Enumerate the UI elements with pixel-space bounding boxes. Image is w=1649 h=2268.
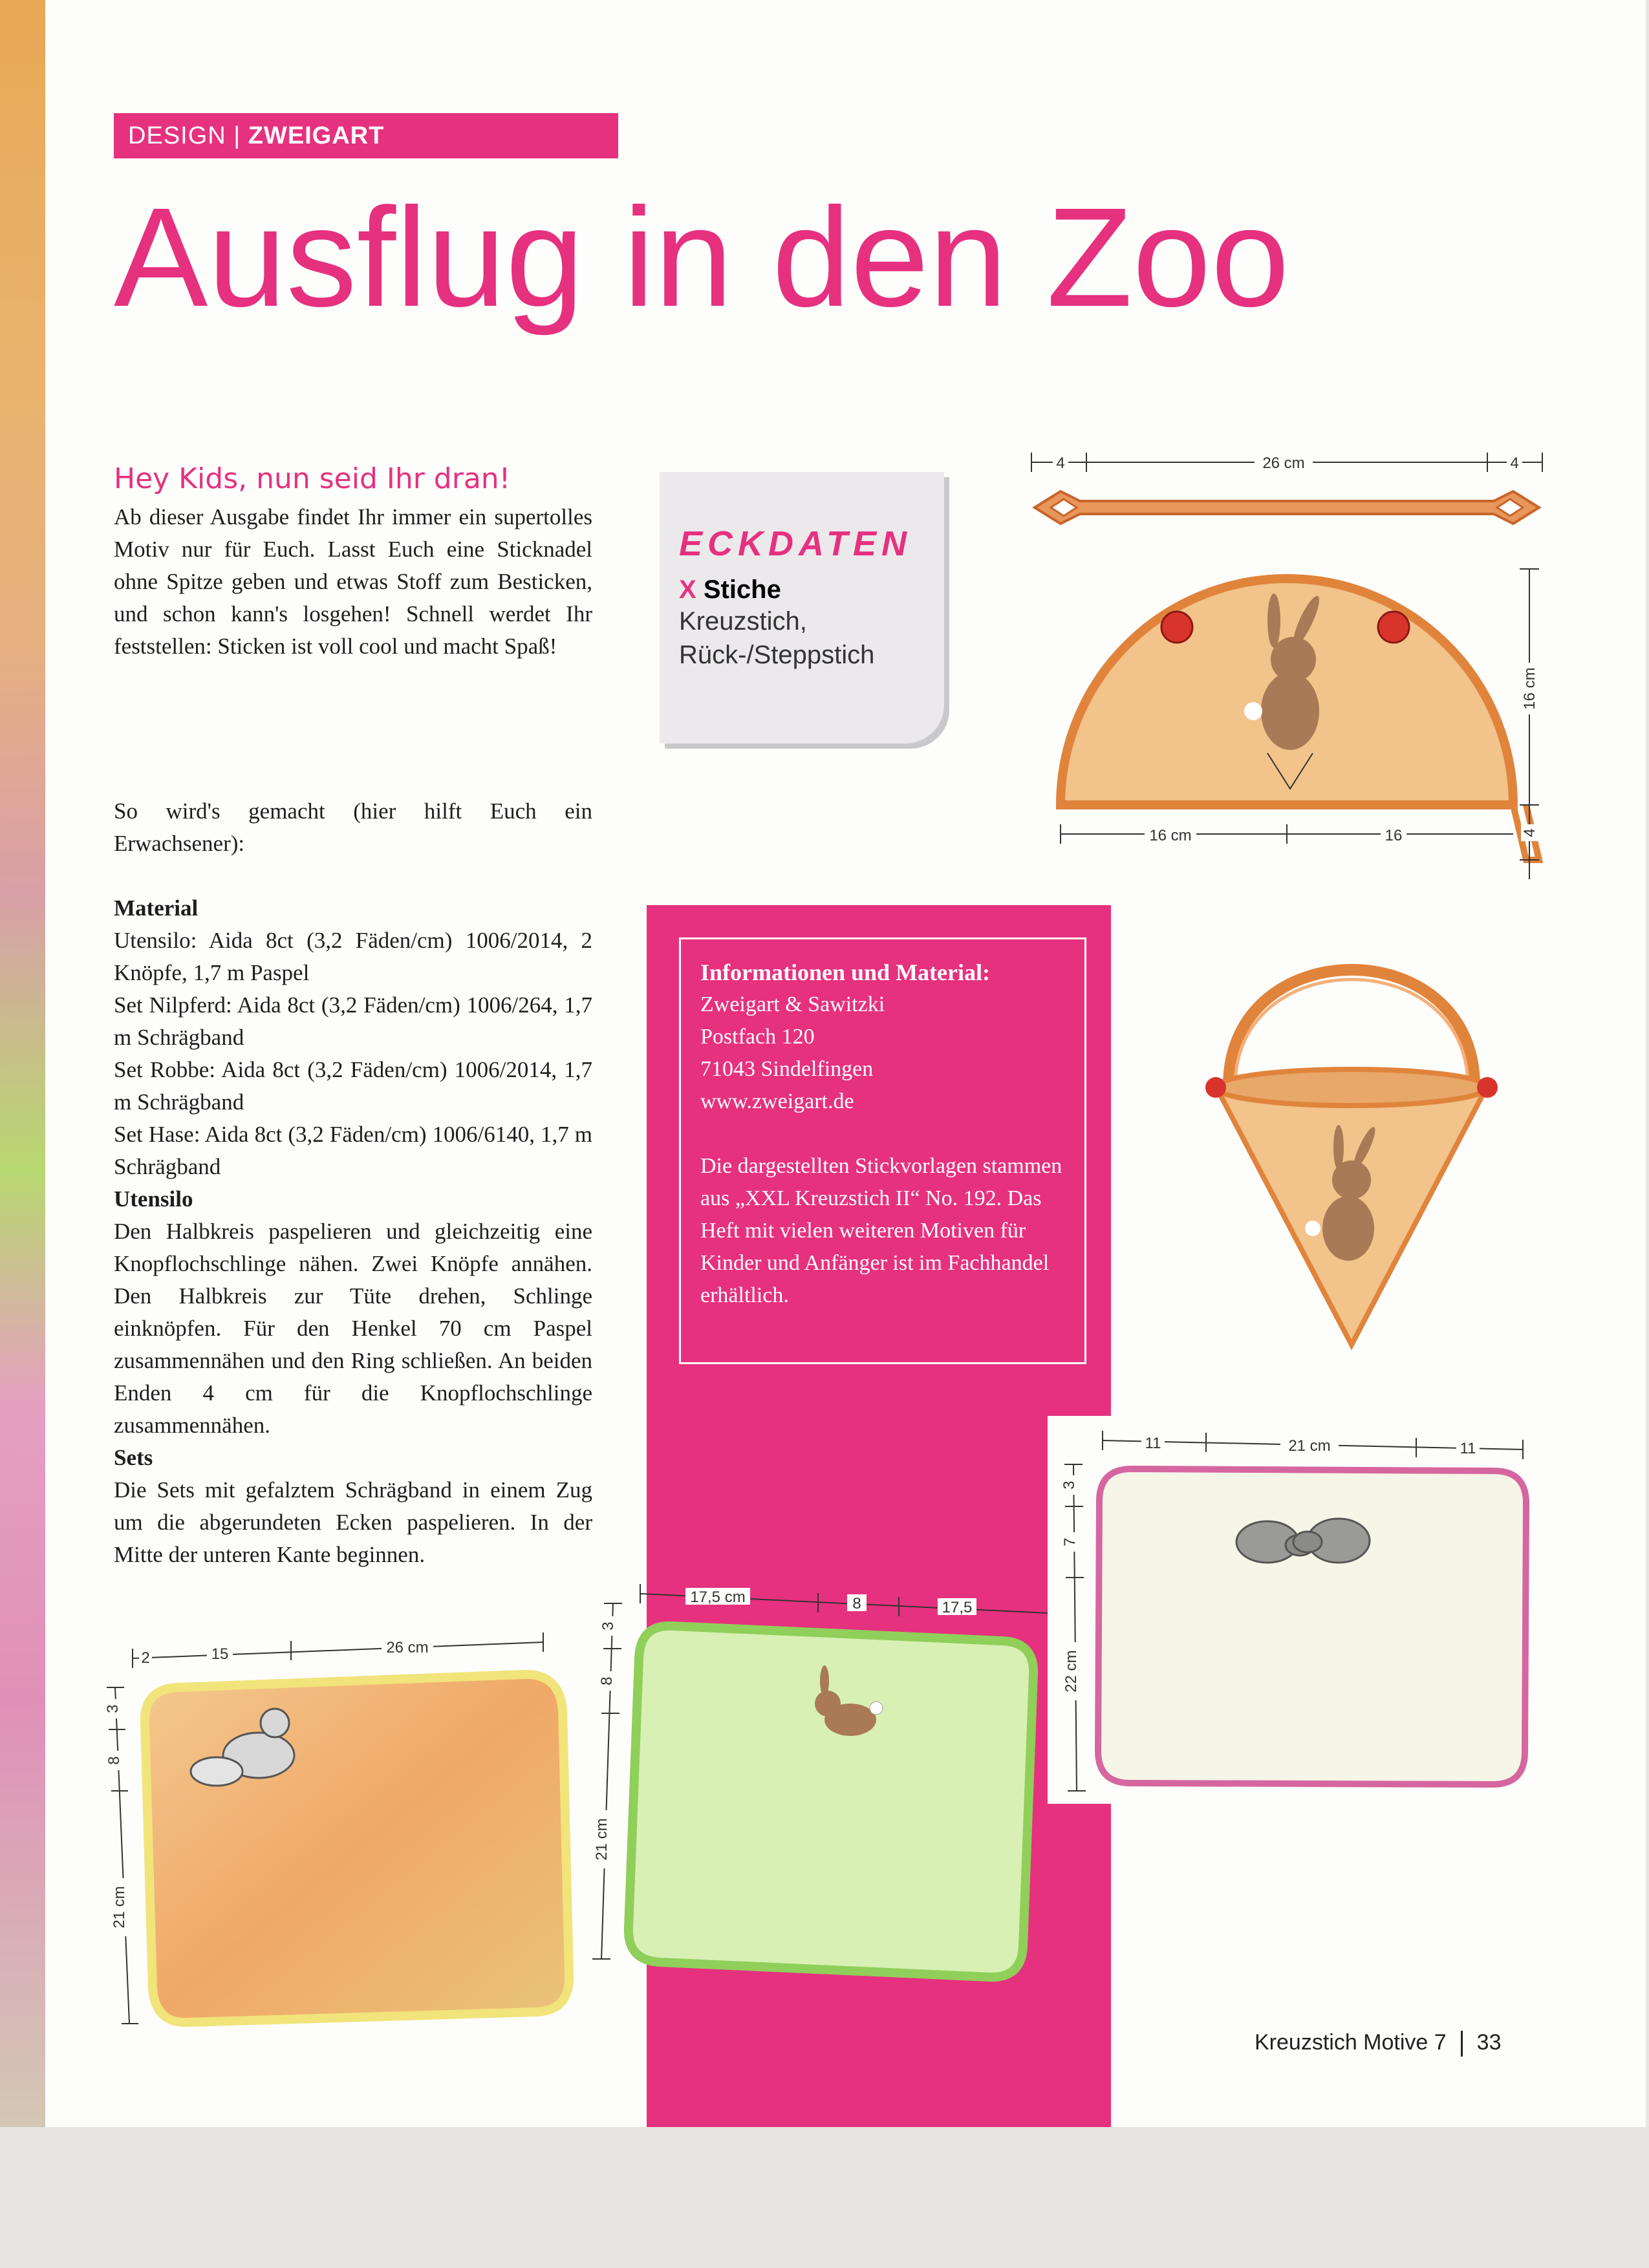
howto-block: [114, 795, 592, 860]
bag-button-right-icon: [1477, 1077, 1498, 1098]
stitch-type-1: Kreuzstich,: [679, 607, 807, 636]
dim-semi-right: 16: [1385, 827, 1403, 844]
info-website: www.zweigart.de: [700, 1089, 854, 1113]
dim-hase-a: 17,5 cm: [690, 1589, 746, 1606]
material-heading: Material: [114, 895, 199, 921]
dim-hase-f: 21 cm: [593, 1818, 610, 1861]
robbe-placemat: [145, 1674, 569, 2022]
dim-robbe-c: 26 cm: [386, 1639, 429, 1656]
info-company: Zweigart & Sawitzki: [700, 992, 885, 1016]
eckdaten-box: [660, 472, 944, 744]
brand-label: ZWEIGART: [248, 122, 385, 149]
dim-hase-c: 17,5: [942, 1599, 973, 1616]
dim-robbe-b: 15: [211, 1645, 229, 1663]
dim-robbe-f: 21 cm: [111, 1886, 128, 1929]
dim-nil-d: 3: [1061, 1481, 1078, 1490]
dim-nil-e: 7: [1061, 1537, 1079, 1546]
dim-handle-left: 4: [1056, 455, 1065, 472]
section-label: DESIGN: [128, 122, 226, 149]
material-robbe: Set Robbe: Aida 8ct (3,2 Fäden/cm) 1006/2014, 1,7 m Schrägband: [114, 1057, 592, 1115]
dim-handle-mid: 26 cm: [1262, 455, 1305, 472]
info-box: [679, 937, 1086, 1364]
eckdaten-heading: ECKDATEN: [679, 524, 912, 563]
intro-text-block: [114, 501, 592, 663]
utensilo-heading: Utensilo: [114, 1186, 193, 1212]
dim-nil-a: 11: [1145, 1435, 1161, 1452]
dim-hase-b: 8: [852, 1595, 861, 1612]
stiche-label: Stiche: [703, 575, 781, 604]
dim-robbe-e: 8: [105, 1756, 123, 1765]
dim-robbe-a: 2: [141, 1649, 150, 1667]
dim-semi-left: 16 cm: [1149, 827, 1192, 844]
dim-hase-d: 3: [599, 1621, 617, 1631]
button-left-icon: [1161, 612, 1192, 643]
page-edge-decoration: [0, 0, 45, 2127]
header-separator: |: [233, 122, 241, 149]
nilpferd-placemat-diagram: [1048, 1416, 1539, 1830]
scan-margin: [0, 2127, 1649, 2268]
handle-shape: [1035, 491, 1539, 524]
nilpferd-placemat: [1098, 1469, 1526, 1784]
material-nilpferd: Set Nilpferd: Aida 8ct (3,2 Fäden/cm) 1006/264, 1,7 m Schrägband: [114, 992, 592, 1050]
section-header: [114, 113, 618, 158]
bag-button-left-icon: [1205, 1077, 1226, 1098]
button-right-icon: [1378, 612, 1409, 643]
dim-nil-c: 11: [1460, 1440, 1476, 1457]
semicircle-diagram: [1035, 556, 1565, 879]
handle-diagram: [1022, 440, 1552, 569]
sets-heading: Sets: [114, 1445, 153, 1470]
dim-semi-height: 16 cm: [1521, 667, 1538, 710]
utensilo-text: Den Halbkreis paspelieren und gleichzeitig eine Knopflochschlinge nähen. Zwei Knöpfe annähen. Den Halbkreis zur Tüte drehen, Schlinge einknöpfen. Für den Henkel 70 cm Paspel zusammennähen und den Ring schließen. An beiden Enden 4 cm für die Knopflochschlinge zusammennähen.: [114, 1219, 592, 1438]
intro-heading: Hey Kids, nun seid Ihr dran!: [114, 462, 511, 495]
cone-bag-illustration: [1190, 918, 1513, 1371]
dim-nil-b: 21 cm: [1288, 1437, 1331, 1455]
hase-placemat-diagram: [588, 1565, 1054, 2004]
instructions-block: [114, 892, 592, 1571]
material-hase: Set Hase: Aida 8ct (3,2 Fäden/cm) 1006/6140, 1,7 m Schrägband: [114, 1122, 592, 1179]
dim-handle-right: 4: [1510, 455, 1519, 472]
dim-robbe-d: 3: [104, 1704, 122, 1713]
info-text: Die dargestellten Stickvorlagen stammen aus „XXL Kreuzstich II“ No. 192. Das Heft mit vielen weiteren Motiven für Kinder und Anfänger ist im Fachhandel erhältlich.: [700, 1154, 1062, 1307]
dim-semi-loop: 4: [1521, 828, 1538, 837]
sets-text: Die Sets mit gefalztem Schrägband in einem Zug um die abgerundeten Ecken paspelieren. In der Mitte der unteren Kante beginnen.: [114, 1477, 592, 1567]
info-city: 71043 Sindelfingen: [700, 1057, 874, 1081]
page-footer: [1255, 2030, 1502, 2057]
stiche-marker: X: [679, 575, 696, 604]
page-title: Ausflug in den Zoo: [114, 179, 1289, 336]
howto-text: So wird's gemacht (hier hilft Euch ein Erwachsener):: [114, 798, 592, 856]
dim-nil-f: 22 cm: [1062, 1650, 1080, 1693]
footer-separator: [1461, 2031, 1463, 2057]
info-heading: Informationen und Material:: [700, 959, 990, 985]
stiche-heading: [679, 575, 925, 604]
intro-text: Ab dieser Ausgabe findet Ihr immer ein supertolles Motiv nur für Euch. Lasst Euch eine Sticknadel ohne Spitze geben und etwas Stoff zum Besticken, und schon kann's losgehen! Schnell werdet Ihr feststellen: Sticken ist voll cool und macht Spaß!: [114, 504, 592, 659]
dim-hase-e: 8: [598, 1676, 616, 1685]
robbe-placemat-diagram: [103, 1616, 595, 2037]
material-utensilo: Utensilo: Aida 8ct (3,2 Fäden/cm) 1006/2014, 2 Knöpfe, 1,7 m Paspel: [114, 928, 592, 985]
magazine-name: Kreuzstich Motive 7: [1255, 2030, 1447, 2055]
info-postbox: Postfach 120: [700, 1025, 815, 1049]
page-number: 33: [1476, 2030, 1502, 2055]
stitch-type-2: Rück-/Steppstich: [679, 641, 875, 669]
hase-placemat: [629, 1626, 1033, 1977]
